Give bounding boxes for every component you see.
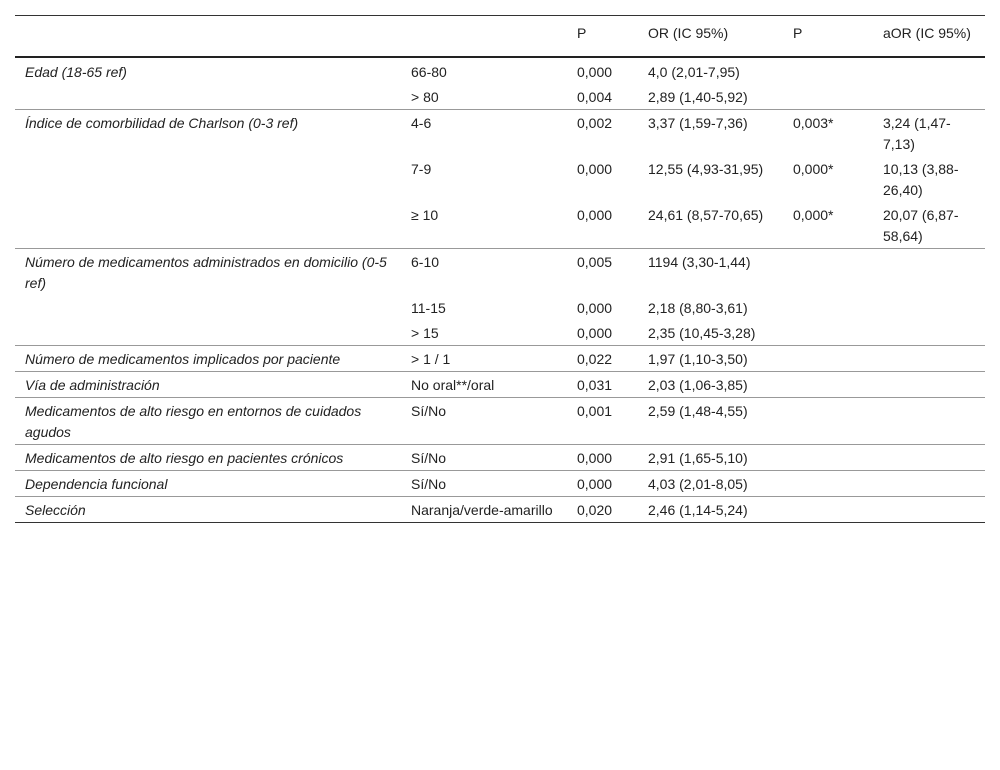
cell-odds-ratio: 12,55 (4,93-31,95) [648, 160, 764, 177]
cell-variable [15, 84, 401, 110]
header-p: P [577, 25, 587, 41]
cell-category: > 1 / 1 [401, 345, 567, 371]
cell-odds-ratio: 24,61 (8,57-70,65) [648, 206, 764, 223]
cell-category: Sí/No [401, 470, 567, 496]
cell-adjusted-odds-ratio [873, 84, 985, 110]
cell-p-adjusted: 0,000* [793, 160, 834, 177]
cell-adjusted-odds-ratio [873, 470, 985, 496]
cell-adjusted-odds-ratio [873, 397, 985, 444]
cell-p-adjusted [783, 320, 873, 346]
table-row [15, 57, 985, 84]
cell-p-value: 0,000 [577, 206, 613, 223]
cell-odds-ratio: 4,0 (2,01-7,95) [648, 63, 740, 80]
table-row [15, 109, 985, 156]
cell-adjusted-odds-ratio: 10,13 (3,88-26,40) [883, 160, 959, 198]
cell-p-value: 0,000 [577, 324, 613, 341]
cell-p-adjusted [783, 84, 873, 110]
cell-adjusted-odds-ratio: 3,24 (1,47-7,13) [873, 109, 985, 156]
cell-variable: Dependencia funcional [15, 470, 401, 496]
cell-odds-ratio: 1194 (3,30-1,44) [638, 248, 783, 295]
cell-variable: Vía de administración [15, 371, 401, 397]
cell-category: > 80 [411, 88, 439, 105]
cell-p-adjusted: 0,003* [783, 109, 873, 156]
cell-category: Sí/No [401, 444, 567, 470]
cell-category: ≥ 10 [411, 206, 439, 223]
table-header [15, 16, 985, 57]
cell-variable: Medicamentos de alto riesgo en pacientes crónicos [15, 444, 401, 470]
cell-category: > 15 [411, 324, 439, 341]
header-row [15, 16, 985, 57]
table-body [15, 57, 985, 523]
cell-p-adjusted [783, 345, 873, 371]
cell-adjusted-odds-ratio: 20,07 (6,87-58,64) [883, 206, 959, 244]
cell-p-value: 0,020 [567, 496, 638, 522]
cell-adjusted-odds-ratio [873, 371, 985, 397]
cell-adjusted-odds-ratio [873, 248, 985, 295]
cell-adjusted-odds-ratio [873, 345, 985, 371]
cell-p-adjusted [783, 248, 873, 295]
cell-p-value: 0,000 [577, 160, 613, 177]
cell-p-adjusted: 0,000* [793, 206, 834, 223]
cell-p-adjusted [783, 470, 873, 496]
cell-adjusted-odds-ratio [873, 444, 985, 470]
cell-p-adjusted [783, 496, 873, 522]
header-p-adjusted: P [793, 25, 803, 41]
cell-adjusted-odds-ratio [873, 295, 985, 320]
cell-p-value: 0,000 [577, 299, 613, 316]
cell-variable [15, 156, 401, 202]
cell-category: No oral**/oral [401, 371, 567, 397]
cell-odds-ratio: 2,89 (1,40-5,92) [648, 88, 748, 105]
table-row [15, 84, 985, 110]
header-variable [15, 16, 401, 57]
cell-variable [15, 320, 401, 346]
cell-category: 4-6 [401, 109, 567, 156]
cell-p-value: 0,005 [567, 248, 638, 295]
cell-adjusted-odds-ratio [873, 496, 985, 522]
cell-p-adjusted [783, 295, 873, 320]
cell-variable: Número de medicamentos administrados en domicilio (0-5 ref) [15, 248, 401, 295]
cell-variable: Índice de comorbilidad de Charlson (0-3 ref) [15, 109, 401, 156]
cell-p-value: 0,022 [567, 345, 638, 371]
table-row [15, 470, 985, 496]
cell-p-value: 0,001 [567, 397, 638, 444]
cell-variable: Selección [15, 496, 401, 522]
cell-category: 7-9 [411, 160, 432, 177]
cell-variable: Número de medicamentos implicados por paciente [15, 345, 401, 371]
cell-variable [15, 202, 401, 249]
cell-category: Sí/No [401, 397, 567, 444]
odds-ratio-table [15, 15, 985, 523]
cell-variable [15, 295, 401, 320]
table-row [15, 320, 985, 346]
cell-category: 11-15 [411, 299, 446, 316]
table-row [15, 496, 985, 522]
cell-odds-ratio: 2,91 (1,65-5,10) [638, 444, 783, 470]
cell-odds-ratio: 2,18 (8,80-3,61) [648, 299, 748, 316]
table-row [15, 202, 985, 249]
table-row [15, 248, 985, 295]
cell-odds-ratio: 2,46 (1,14-5,24) [638, 496, 783, 522]
cell-p-adjusted [783, 371, 873, 397]
cell-category: 6-10 [401, 248, 567, 295]
cell-p-adjusted [783, 397, 873, 444]
cell-category: Naranja/verde-amarillo [401, 496, 567, 522]
header-category [401, 16, 567, 57]
cell-odds-ratio: 4,03 (2,01-8,05) [638, 470, 783, 496]
cell-p-value: 0,002 [567, 109, 638, 156]
cell-variable: Edad (18-65 ref) [25, 63, 127, 80]
cell-category: 66-80 [411, 63, 447, 80]
cell-p-value: 0,000 [567, 470, 638, 496]
table-row [15, 295, 985, 320]
header-or: OR (IC 95%) [648, 25, 729, 41]
cell-odds-ratio: 2,03 (1,06-3,85) [638, 371, 783, 397]
table-row [15, 397, 985, 444]
cell-p-value: 0,000 [567, 444, 638, 470]
cell-odds-ratio: 3,37 (1,59-7,36) [638, 109, 783, 156]
cell-adjusted-odds-ratio [873, 320, 985, 346]
cell-odds-ratio: 1,97 (1,10-3,50) [638, 345, 783, 371]
cell-adjusted-odds-ratio [873, 57, 985, 84]
table-row [15, 444, 985, 470]
cell-p-value: 0,031 [567, 371, 638, 397]
cell-odds-ratio: 2,35 (10,45-3,28) [648, 324, 756, 341]
cell-p-adjusted [783, 57, 873, 84]
cell-p-value: 0,004 [577, 88, 613, 105]
table-row [15, 345, 985, 371]
header-aor: aOR (IC 95%) [883, 25, 971, 41]
cell-variable: Medicamentos de alto riesgo en entornos de cuidados agudos [15, 397, 401, 444]
cell-p-adjusted [783, 444, 873, 470]
table-row [15, 371, 985, 397]
cell-p-value: 0,000 [577, 63, 613, 80]
table-row [15, 156, 985, 202]
cell-odds-ratio: 2,59 (1,48-4,55) [638, 397, 783, 444]
